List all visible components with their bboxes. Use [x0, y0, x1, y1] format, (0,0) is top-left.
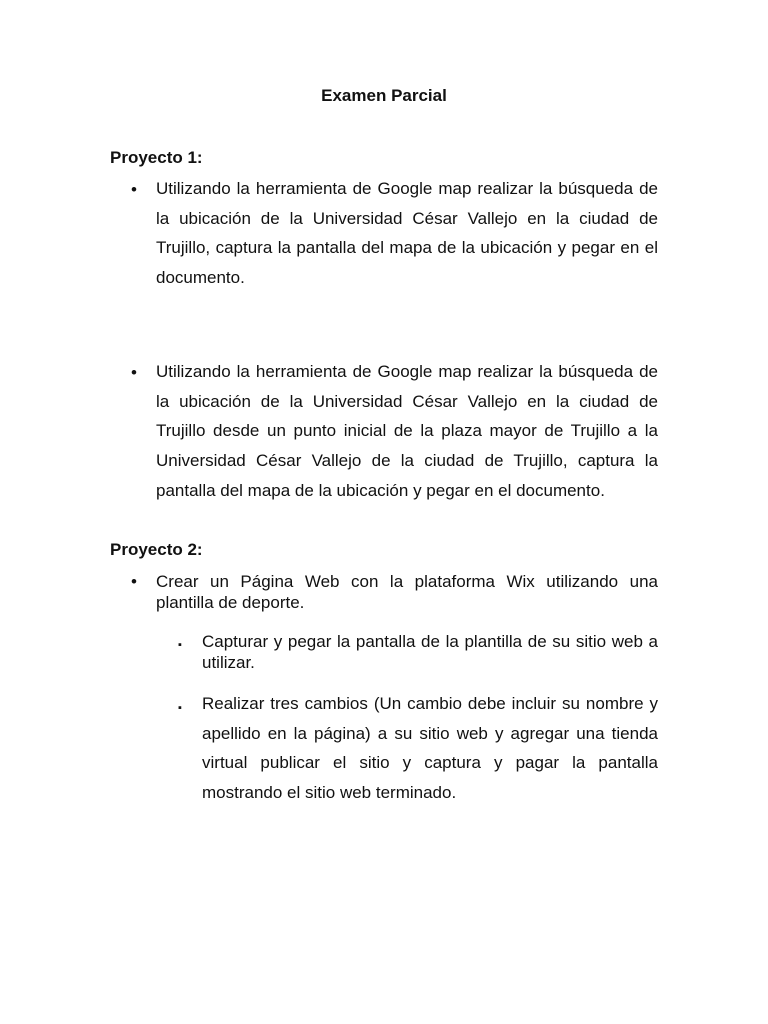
list-item: Utilizando la herramienta de Google map realizar la búsqueda de la ubicación de la Universidad César Vallejo en la ciudad de Trujillo, captura la pantalla del mapa de la ubicación y pegar en el documento. — [156, 179, 658, 288]
document-title: Examen Parcial — [321, 86, 447, 105]
bullet-dot: • — [131, 572, 137, 591]
bullet-square: ▪ — [178, 702, 182, 714]
sub-list-item: Capturar y pegar la pantalla de la plantilla de su sitio web a utilizar. — [202, 632, 658, 672]
list-item: Utilizando la herramienta de Google map realizar la búsqueda de la ubicación de la Universidad César Vallejo en la ciudad de Trujillo desde un punto inicial de la plaza mayor de Trujillo a la Universidad César Vallejo de la ciudad de Trujillo, captura la pantalla del mapa de la ubicación y pegar en el documento. — [156, 362, 658, 500]
section-heading-proyecto-1: Proyecto 1: — [110, 148, 203, 167]
bullet-square: ▪ — [178, 639, 182, 651]
bullet-dot: • — [131, 180, 137, 199]
section-heading-proyecto-2: Proyecto 2: — [110, 540, 203, 559]
bullet-dot: • — [131, 363, 137, 382]
sub-list-item: Realizar tres cambios (Un cambio debe incluir su nombre y apellido en la página) a su sitio web y agregar una tienda virtual publicar el sitio y captura y pagar la pantalla mostrando el sitio web terminado. — [202, 694, 658, 803]
list-item: Crear un Página Web con la plataforma Wix utilizando una plantilla de deporte. — [156, 572, 658, 612]
